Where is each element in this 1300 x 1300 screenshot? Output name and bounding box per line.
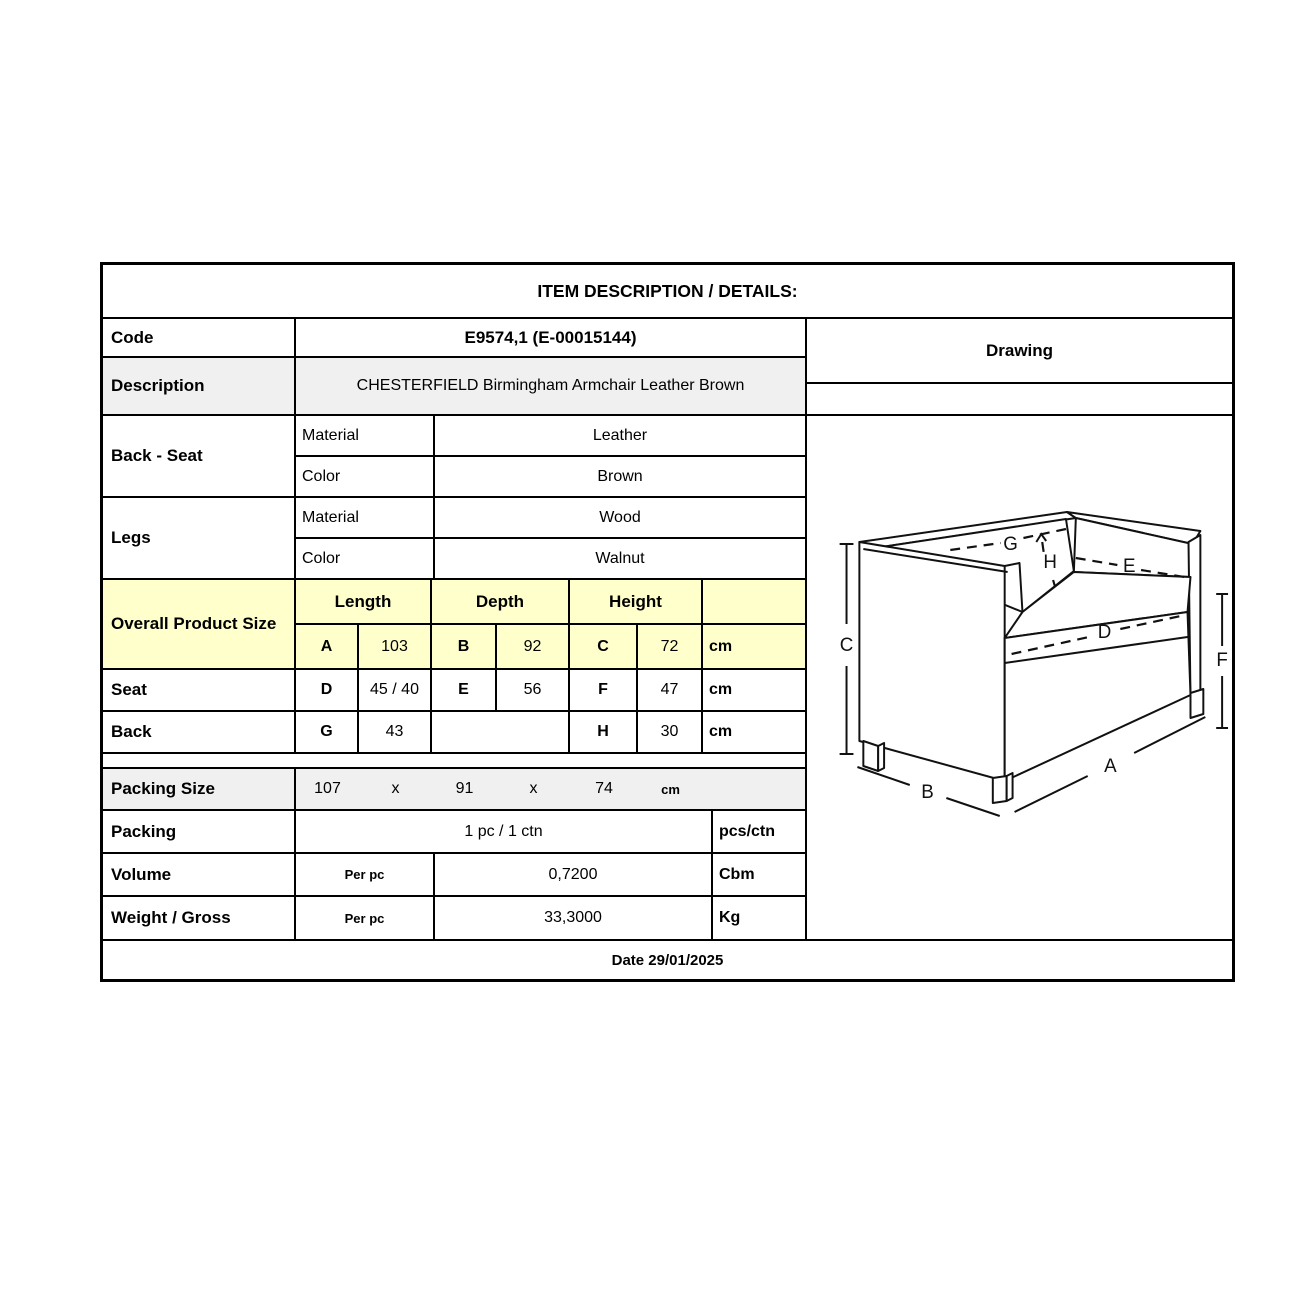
back-seat-color-row [296, 457, 805, 496]
description-row [103, 358, 805, 416]
length-header: Length [296, 580, 432, 623]
table-body [103, 319, 1232, 941]
back-size-row [103, 712, 805, 754]
leg-back-left [863, 741, 878, 771]
material-label: Material [296, 416, 435, 455]
spacer-row [103, 754, 805, 769]
packing-row [103, 811, 805, 854]
dim-value-A: 103 [359, 625, 432, 668]
legs-band [103, 498, 805, 580]
code-label: Code [103, 319, 296, 356]
dim-value-D: 45 / 40 [359, 670, 432, 710]
dim-value-G: 43 [359, 712, 432, 752]
back-seat-label: Back - Seat [103, 416, 296, 496]
volume-unit: Cbm [719, 865, 755, 883]
legs-color-row [296, 539, 805, 578]
dim-value-F: 47 [638, 670, 703, 710]
legs-material-value: Wood [599, 508, 641, 526]
packing-size-row [103, 769, 805, 811]
seat-label: Seat [103, 670, 296, 710]
packing-dim-3: 74 [595, 780, 613, 797]
armchair-isometric-drawing [807, 416, 1232, 939]
drawing-header: Drawing [807, 319, 1232, 384]
dim-label-B: B [921, 781, 934, 804]
back-label: Back [103, 712, 296, 752]
legs-label: Legs [103, 498, 296, 578]
leg-back-left-side [878, 743, 884, 771]
color-label: Color [296, 539, 435, 578]
leg-front-left-side [1007, 773, 1013, 801]
dim-value-B: 92 [497, 625, 570, 668]
dim-key-D: D [296, 670, 359, 710]
material-label: Material [296, 498, 435, 537]
dim-key-F: F [570, 670, 638, 710]
dim-key-E: E [432, 670, 497, 710]
dim-label-H: H [1043, 551, 1057, 574]
packing-size-unit: cm [661, 781, 680, 797]
spec-columns [103, 319, 807, 939]
date-row: Date 29/01/2025 [611, 951, 724, 969]
dim-value-E: 56 [497, 670, 570, 710]
packing-value: 1 pc / 1 ctn [296, 811, 713, 852]
volume-per-pc: Per pc [296, 854, 435, 895]
overall-size-unit: cm [709, 637, 733, 655]
weight-unit: Kg [719, 909, 741, 926]
code-value: E9574,1 (E-00015144) [464, 327, 637, 347]
description-value: CHESTERFIELD Birmingham Armchair Leather Brown [356, 377, 745, 395]
item-description-table [100, 262, 1235, 982]
packing-dim-1: 107 [314, 780, 341, 797]
back-seat-subrows [296, 416, 805, 496]
overall-size-band [103, 580, 805, 670]
height-header: Height [570, 580, 703, 623]
dim-value-H: 30 [638, 712, 703, 752]
drawing-area [807, 416, 1232, 939]
dim-label-A: A [1104, 755, 1117, 778]
dim-label-C: C [839, 634, 854, 657]
packing-size-label: Packing Size [103, 769, 296, 809]
back-seat-color-value: Brown [597, 467, 643, 485]
weight-row [103, 897, 805, 939]
dim-label-F: F [1216, 649, 1228, 672]
seat-size-unit: cm [709, 681, 733, 698]
dim-label-E: E [1122, 555, 1136, 578]
weight-label: Weight / Gross [103, 897, 296, 939]
size-header-blank [703, 580, 805, 623]
leg-front-right [1190, 689, 1203, 718]
table-title: ITEM DESCRIPTION / DETAILS: [103, 265, 1232, 319]
overall-size-subrows [296, 580, 805, 668]
dim-key-H: H [570, 712, 638, 752]
packing-unit: pcs/ctn [719, 822, 776, 840]
size-header-row [296, 580, 805, 625]
leg-front-left [993, 776, 1007, 803]
weight-value: 33,3000 [435, 897, 713, 939]
dim-key-C: C [570, 625, 638, 668]
seat-size-row [103, 670, 805, 712]
legs-material-row [296, 498, 805, 539]
volume-value: 0,7200 [435, 854, 713, 895]
dim-label-G: G [1003, 533, 1018, 556]
dim-key-G: G [296, 712, 359, 752]
volume-row [103, 854, 805, 897]
weight-per-pc: Per pc [296, 897, 435, 939]
legs-subrows [296, 498, 805, 578]
depth-header: Depth [432, 580, 570, 623]
dim-key-A: A [296, 625, 359, 668]
packing-sep-1: x [391, 780, 400, 797]
code-row [103, 319, 805, 358]
overall-size-label: Overall Product Size [103, 580, 296, 668]
packing-dim-2: 91 [455, 780, 474, 797]
dim-value-C: 72 [638, 625, 703, 668]
back-seat-material-value: Leather [592, 426, 648, 444]
back-size-blank [432, 712, 570, 752]
drawing-panel [807, 319, 1232, 939]
size-value-row [296, 625, 805, 668]
dim-key-B: B [432, 625, 497, 668]
back-seat-material-row [296, 416, 805, 457]
volume-label: Volume [103, 854, 296, 895]
back-seat-band [103, 416, 805, 498]
drawing-spacer-row [807, 384, 1232, 416]
back-size-unit: cm [709, 723, 733, 740]
color-label: Color [296, 457, 435, 496]
description-label: Description [103, 358, 296, 414]
packing-size-values [296, 769, 805, 809]
dim-label-D: D [1097, 621, 1112, 644]
legs-color-value: Walnut [595, 549, 645, 567]
packing-label: Packing [103, 811, 296, 852]
packing-sep-2: x [529, 780, 538, 797]
